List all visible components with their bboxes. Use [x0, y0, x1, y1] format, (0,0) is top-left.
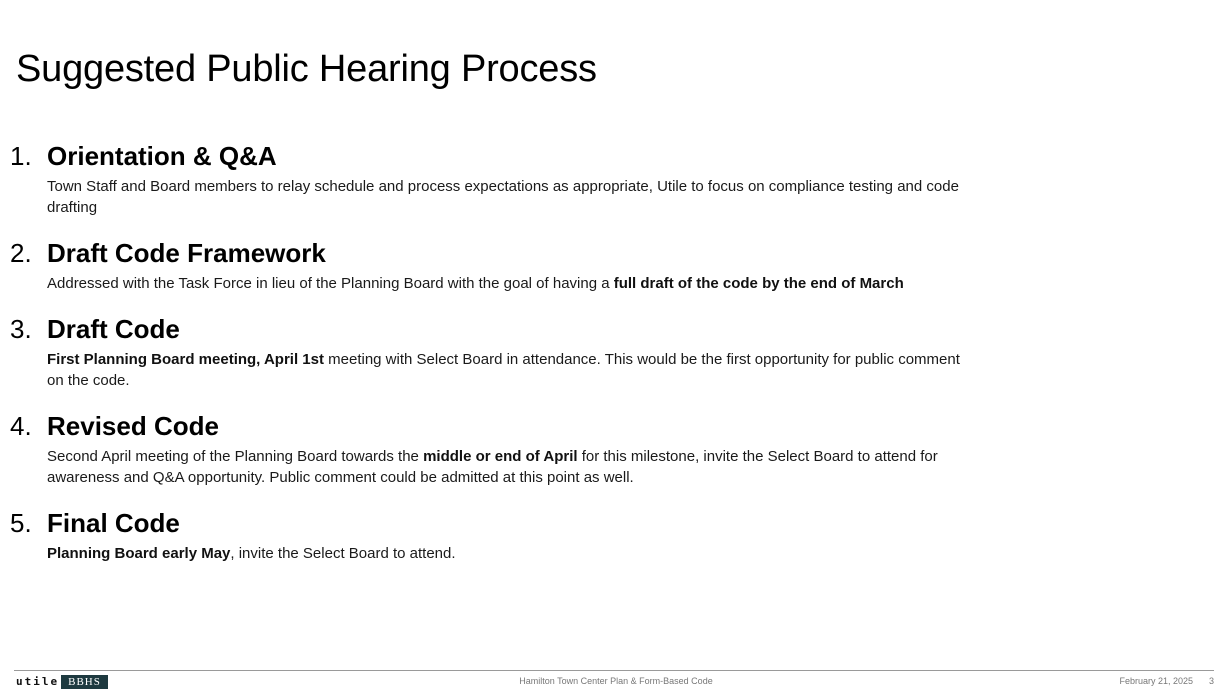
- step-number: 5.: [10, 508, 32, 538]
- step-description: [47, 543, 980, 564]
- page-number: 3: [1208, 676, 1214, 686]
- description-text: Second April meeting of the Planning Board towards the: [47, 448, 424, 465]
- process-step: [10, 237, 980, 294]
- description-text: Town Staff and Board members to relay schedule and process expectations as appropriate, Utile to focus on compliance testing and code drafting: [47, 178, 959, 216]
- step-heading: Draft Code: [47, 314, 180, 344]
- step-heading: Orientation & Q&A: [47, 141, 277, 171]
- description-text: Addressed with the Task Force in lieu of the Planning Board with the goal of having a: [47, 275, 614, 292]
- step-number: 1.: [10, 141, 32, 171]
- step-number: 2.: [10, 238, 32, 268]
- utile-logo: utile: [16, 675, 60, 688]
- step-heading: Draft Code Framework: [47, 238, 326, 268]
- footer-project-title: Hamilton Town Center Plan & Form-Based Code: [519, 676, 713, 686]
- description-text: meeting with Select Board in attendance. This would be the first opportunity for public comment on the code.: [47, 351, 960, 389]
- footer-divider: [14, 670, 1214, 671]
- step-number: 4.: [10, 411, 32, 441]
- step-description: [47, 446, 980, 488]
- process-steps-list: [10, 140, 980, 583]
- bbhs-logo: BBHS: [61, 675, 108, 689]
- footer-date: February 21, 2025: [1119, 676, 1193, 686]
- emphasized-text: Planning Board early May: [47, 545, 231, 562]
- step-heading: Final Code: [47, 508, 180, 538]
- step-number: 3.: [10, 314, 32, 344]
- process-step: [10, 507, 980, 564]
- slide-title: Suggested Public Hearing Process: [16, 48, 597, 90]
- description-text: for this milestone, invite the Select Board to attend for awareness and Q&A opportunity. Public comment could be admitted at this point as well.: [47, 448, 938, 486]
- emphasized-text: full draft of the code by the end of March: [613, 275, 904, 292]
- emphasized-text: First Planning Board meeting, April 1st: [47, 351, 324, 368]
- process-step: [10, 410, 980, 488]
- description-text: , invite the Select Board to attend.: [230, 545, 456, 562]
- emphasized-text: middle or end of April: [423, 448, 578, 465]
- process-step: [10, 140, 980, 218]
- step-heading: Revised Code: [47, 411, 219, 441]
- step-description: [47, 273, 980, 294]
- step-description: [47, 176, 980, 218]
- step-description: [47, 349, 980, 391]
- process-step: [10, 313, 980, 391]
